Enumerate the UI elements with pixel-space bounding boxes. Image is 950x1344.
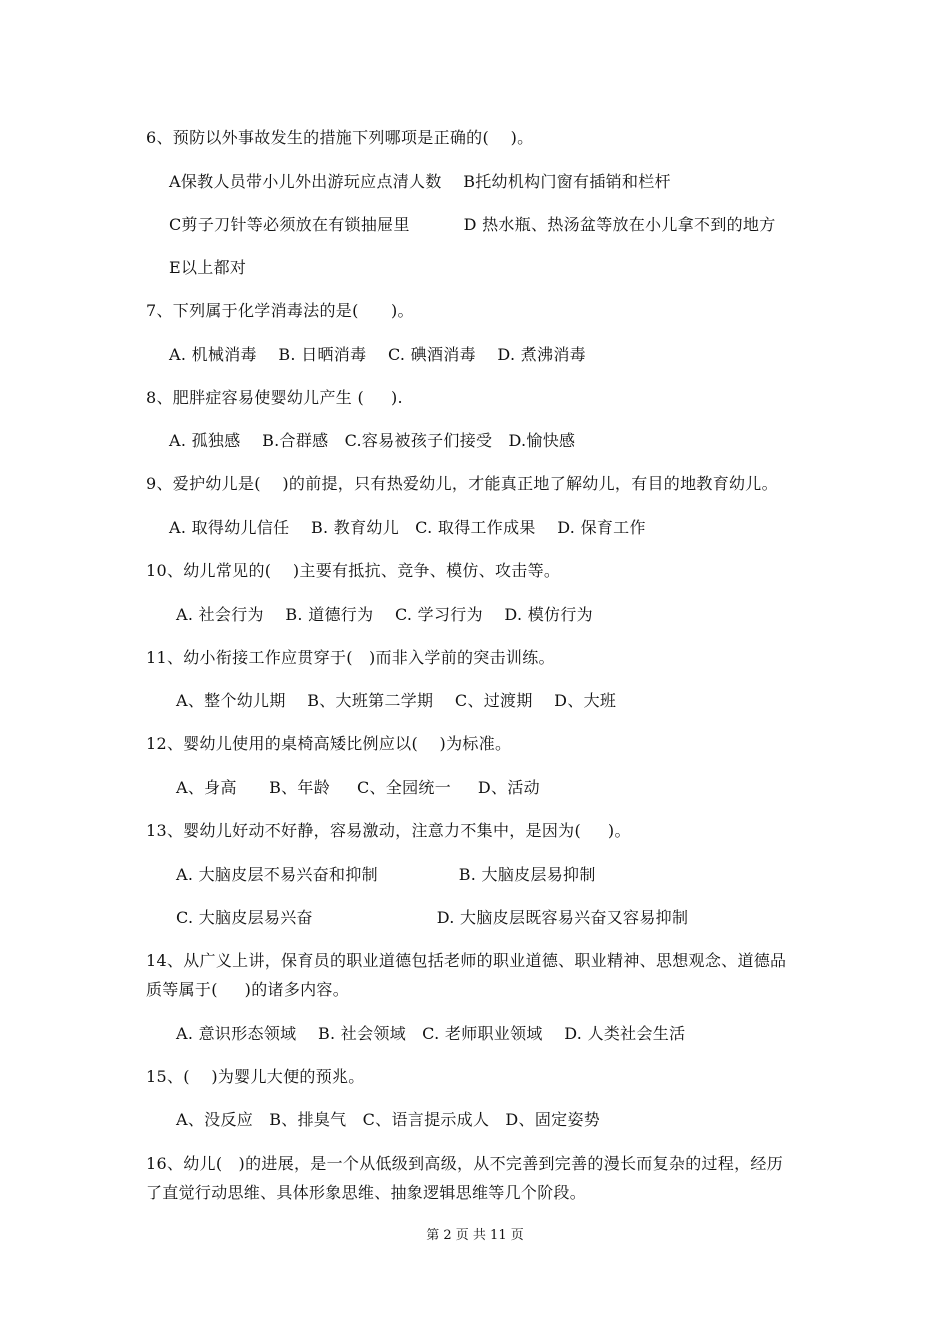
question-8-stem: 8、肥胖症容易使婴幼儿产生 ( ).: [146, 388, 403, 407]
question-15-stem: 15、( )为婴儿大便的预兆。: [146, 1067, 365, 1086]
question-13-stem: 13、婴幼儿好动不好静，容易激动，注意力不集中，是因为( )。: [146, 821, 631, 840]
question-14-stem-line-2: 质等属于( )的诸多内容。: [146, 980, 350, 999]
question-11-options: A、整个幼儿期 B、大班第二学期 C、过渡期 D、大班: [176, 691, 617, 710]
question-7-options: A. 机械消毒 B. 日晒消毒 C. 碘酒消毒 D. 煮沸消毒: [169, 345, 586, 364]
question-9-stem: 9、爱护幼儿是( )的前提，只有热爱幼儿，才能真正地了解幼儿，有目的地教育幼儿。: [146, 474, 778, 493]
question-16-stem-line-2: 了直觉行动思维、具体形象思维、抽象逻辑思维等几个阶段。: [146, 1183, 587, 1202]
question-13-options-line-1: A. 大脑皮层不易兴奋和抑制 B. 大脑皮层易抑制: [176, 865, 596, 884]
question-12-stem: 12、婴幼儿使用的桌椅高矮比例应以( )为标准。: [146, 734, 512, 753]
page-number-footer: 第 2 页 共 11 页: [426, 1228, 524, 1243]
question-12-options: A、身高 B、年龄 C、全园统一 D、活动: [176, 778, 540, 797]
question-13-options-line-2: C. 大脑皮层易兴奋 D. 大脑皮层既容易兴奋又容易抑制: [176, 908, 689, 927]
question-10-options: A. 社会行为 B. 道德行为 C. 学习行为 D. 模仿行为: [176, 605, 593, 624]
question-6-options-line-2: C剪子刀针等必须放在有锁抽屉里 D 热水瓶、热汤盆等放在小儿拿不到的地方: [169, 215, 776, 234]
question-14-options: A. 意识形态领域 B. 社会领域 C. 老师职业领域 D. 人类社会生活: [176, 1024, 686, 1043]
question-6-options-line-3: E以上都对: [169, 258, 247, 277]
question-9-options: A. 取得幼儿信任 B. 教育幼儿 C. 取得工作成果 D. 保育工作: [169, 518, 646, 537]
question-11-stem: 11、幼小衔接工作应贯穿于( )而非入学前的突击训练。: [146, 648, 555, 667]
question-6-options-line-1: A保教人员带小儿外出游玩应点清人数 B托幼机构门窗有插销和栏杆: [169, 172, 671, 191]
question-8-options: A. 孤独感 B.合群感 C.容易被孩子们接受 D.愉快感: [169, 431, 576, 450]
question-7-stem: 7、下列属于化学消毒法的是( )。: [146, 301, 414, 320]
question-15-options: A、没反应 B、排臭气 C、语言提示成人 D、固定姿势: [176, 1110, 601, 1129]
question-16-stem-line-1: 16、幼儿( )的进展，是一个从低级到高级，从不完善到完善的漫长而复杂的过程，经历: [146, 1154, 784, 1173]
question-14-stem-line-1: 14、从广义上讲，保育员的职业道德包括老师的职业道德、职业精神、思想观念、道德品: [146, 951, 787, 970]
question-6-stem: 6、预防以外事故发生的措施下列哪项是正确的( )。: [146, 128, 534, 147]
question-10-stem: 10、幼儿常见的( )主要有抵抗、竞争、模仿、攻击等。: [146, 561, 561, 580]
